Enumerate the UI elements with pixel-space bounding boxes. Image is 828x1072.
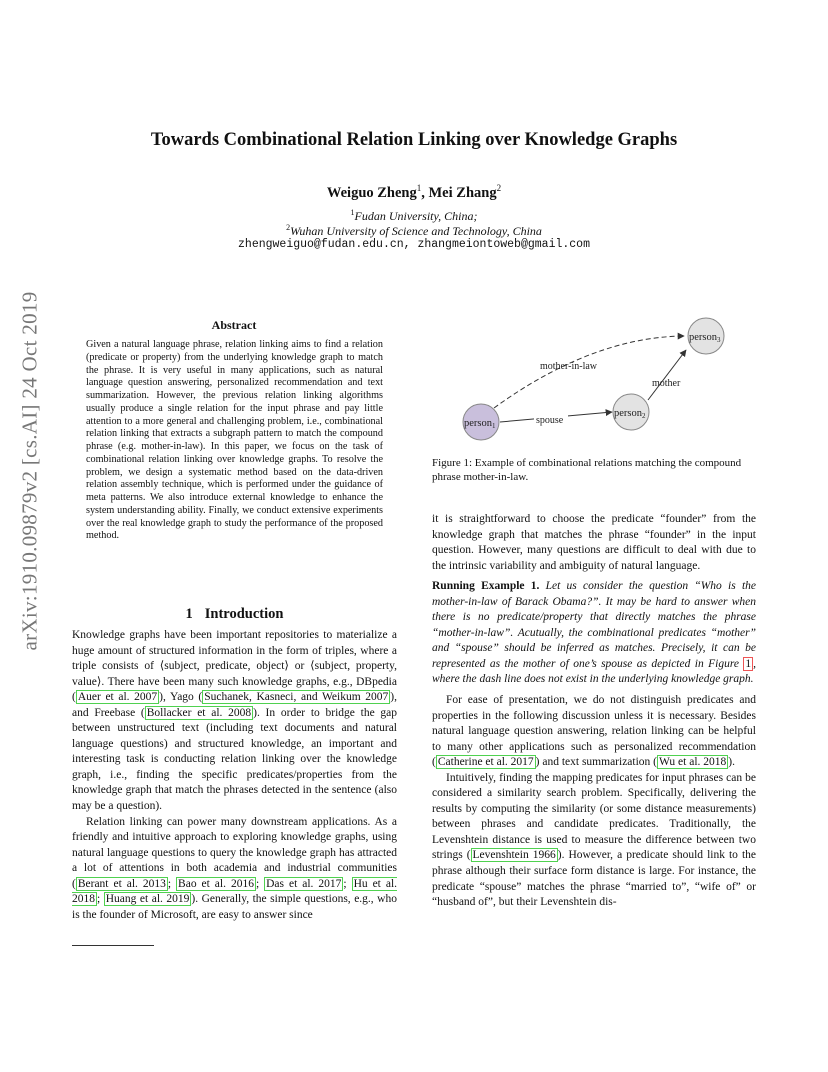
citation-link[interactable]: Wu et al. 2018 bbox=[659, 756, 727, 769]
author-separator: , bbox=[421, 184, 429, 201]
left-column-text bbox=[72, 628, 397, 923]
section-number: 1 bbox=[185, 606, 193, 622]
author-emails: zhengweiguo@fudan.edu.cn, zhangmeiontoweb@gmail.com bbox=[238, 238, 590, 251]
section-title: Introduction bbox=[204, 606, 284, 622]
footnote-divider bbox=[72, 945, 154, 946]
affiliation-2-marker: 2 bbox=[286, 223, 291, 232]
right-column-text bbox=[432, 512, 756, 911]
abstract-body: Given a natural language phrase, relation linking aims to find a relation (predicate or property) from the underlying knowledge graph to match the phrase. It is very useful in many applications, such as natural language question answering, personalized recommendation and text summarization. However, the previous relation linking algorithms usually produce a single relation for the input phrase and pay little attention to a more general and challenging problem, i.e., combinational relation linking that extracts a subgraph pattern to match the compound phrase (e.g. mother-in-law). In this paper, we focus on the task of combinational relation linking over knowledge graphs. To resolve the problem, we design a systematic method based on the data-driven relation assembly technique, which is performed under the guidance of meta patterns. We also introduce external knowledge to enhance the system understanding ability. Finally, we conduct extensive experiments over the real knowledge graph to study the performance of the proposed method. bbox=[86, 339, 383, 542]
right-paragraph-2: Intuitively, finding the mapping predicates for input phrases can be considered a similarity search problem. Specifically, delivering the results by computing the similarity (or some distance measurements) between phrases and candidate predicates. Traditionally, the Levenshtein distance is used to measure the difference between two strings ( Levenshtein 1966 ). However, a predicate should link to the phrase although their surface form distance is large. For instance, the predicate “spouse” matches the phrase “married to”, “wife of” or “husband of”, but their Levenshtein dis- bbox=[432, 771, 756, 909]
figure-1-caption bbox=[432, 457, 756, 484]
citation-link[interactable]: Catherine et al. 2017 bbox=[437, 756, 534, 769]
running-example-label: Running Example 1. bbox=[432, 580, 540, 593]
edge-mother-in-law bbox=[494, 336, 684, 408]
edge-label-mother-in-law: mother-in-law bbox=[540, 361, 598, 372]
intro-paragraph-2: Relation linking can power many downstream applications. As a friendly and intuitive approach to exploring knowledge graphs, using natural language questions to query the knowledge graph has attracted a lot of attentions in both academia and industrial communities ( Berant et al. 2013 ; Bao et al. 2016 ; Das et al. 2017 ; Hu et al. 2018 ; Huang et al. 2019 ). Generally, the simple questions, e.g., who is the founder of Microsoft, are easy to answer since bbox=[72, 815, 398, 921]
arxiv-identifier bbox=[10, 291, 50, 651]
affiliation-1-text: Fudan University, China; bbox=[354, 209, 478, 223]
paper-title: Towards Combinational Relation Linking over Knowledge Graphs bbox=[150, 130, 678, 150]
citation-link[interactable]: Bao et al. 2016 bbox=[178, 877, 254, 890]
figure-1-graph bbox=[452, 312, 752, 442]
citation-link[interactable]: Auer et al. 2007 bbox=[77, 691, 158, 704]
abstract-heading: Abstract bbox=[211, 318, 257, 332]
node-label-person-3: person3 bbox=[689, 332, 721, 344]
affiliation-1-marker: 1 bbox=[350, 208, 355, 217]
caption-text: Example of combinational relations matching the compound phrase mother-in-law. bbox=[432, 457, 742, 483]
edge-mother bbox=[648, 350, 686, 400]
citation-link[interactable]: Huang et al. 2019 bbox=[105, 893, 190, 906]
intro-paragraph-1: Knowledge graphs have been important repositories to materialize a huge amount of structured information in the form of triples, where a triple consists of ⟨subject, predicate, object⟩ or ⟨subject, property, value⟩. There have been many such knowledge graphs, e.g., DBpedia ( Auer et al. 2007 ), Yago ( Suchanek, Kasneci, and Weikum 2007 ), and Freebase ( Bollacker et al. 2008 ). In order to bridge the gap between unstructured text (including text documents and natural language questions) and structured knowledge, an important and interesting task is conducting relation linking over the knowledge graph, i.e., finding the specific predicates/properties from the knowledge graph that match the phrases detected in the sentence (also may be a question). bbox=[72, 629, 397, 813]
citation-link[interactable]: Berant et al. 2013 bbox=[77, 877, 166, 890]
right-paragraph-1: For ease of presentation, we do not distinguish predicates and properties in the following discussion unless it is necessary. Besides natural language question answering, relation linking can be helpful to many other applications such as personalized recommendation ( Catherine et al. 2017 ) and text summarization ( Wu et al. 2018 ). bbox=[432, 694, 756, 769]
author-2-affiliation: 2 bbox=[496, 183, 502, 193]
caption-label: Figure 1: bbox=[432, 457, 473, 469]
author-1: Weiguo Zheng bbox=[326, 184, 417, 201]
section-heading-introduction bbox=[72, 606, 397, 623]
affiliation-2 bbox=[80, 223, 748, 239]
arxiv-identifier-text: arXiv:1910.09879v2 [cs.AI] 24 Oct 2019 bbox=[17, 291, 42, 651]
figure-reference-link[interactable]: 1 bbox=[745, 657, 752, 670]
citation-link[interactable]: Hu et al. 2018 bbox=[72, 877, 398, 906]
citation-link[interactable]: Levenshtein 1966 bbox=[472, 849, 556, 862]
edge-label-mother: mother bbox=[652, 378, 681, 389]
node-label-person-2: person2 bbox=[614, 408, 646, 420]
affiliation-2-text: Wuhan University of Science and Technology, China bbox=[290, 224, 542, 238]
citation-link[interactable]: Das et al. 2017 bbox=[266, 877, 342, 890]
running-example: Running Example 1. Let us consider the question “Who is the mother-in-law of Barack Obama?”. It may be hard to answer when there is no predicate/property that directly matches the phrase “mother-in-law”. Acutually, the combinational predicates “mother” and “spouse” should be inferred as matches. Precisely, it can be represented as the mother of one’s spouse as depicted in Figure 1 , where the dash line does not exist in the underlying knowledge graph. bbox=[432, 580, 756, 686]
node-label-person-1: person1 bbox=[464, 418, 496, 430]
authors bbox=[80, 183, 748, 202]
edge-label-spouse: spouse bbox=[536, 415, 564, 426]
author-1-affiliation: 1 bbox=[416, 183, 422, 193]
citation-link[interactable]: Suchanek, Kasneci, and Weikum 2007 bbox=[204, 691, 389, 704]
citation-link[interactable]: Bollacker et al. 2008 bbox=[146, 706, 252, 719]
affiliation-1 bbox=[80, 208, 748, 224]
author-2: Mei Zhang bbox=[428, 184, 497, 201]
right-paragraph-0: it is straightforward to choose the predicate “founder” from the knowledge graph that matches the phrase “founder” in the input question. However, many questions are difficult to deal with due to the intrinsic variability and ambiguity of natural language. bbox=[432, 513, 756, 572]
